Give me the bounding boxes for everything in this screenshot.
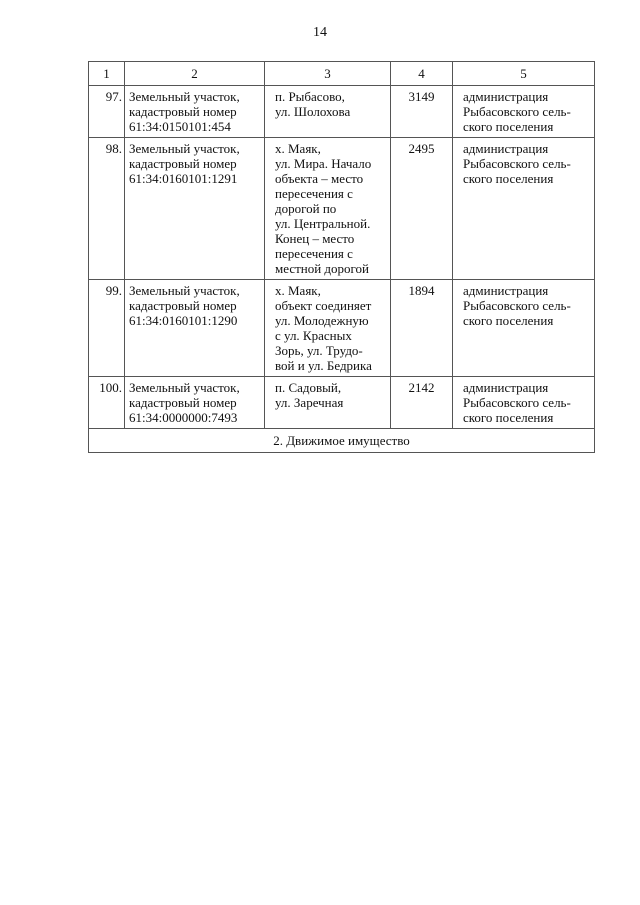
column-header: 4 xyxy=(391,62,453,86)
object-owner: администрация Рыбасовского сель- ского поселения xyxy=(453,138,595,280)
column-header: 1 xyxy=(89,62,125,86)
table-header-row xyxy=(89,62,595,86)
object-name: Земельный участок, кадастровый номер 61:34:0150101:454 xyxy=(125,86,265,138)
object-area: 2495 xyxy=(391,138,453,280)
object-owner: администрация Рыбасовского сель- ского поселения xyxy=(453,280,595,377)
object-area: 1894 xyxy=(391,280,453,377)
object-location: п. Рыбасово, ул. Шолохова xyxy=(265,86,391,138)
object-owner: администрация Рыбасовского сель- ского поселения xyxy=(453,377,595,429)
column-header: 3 xyxy=(265,62,391,86)
table-row xyxy=(89,377,595,429)
column-header: 2 xyxy=(125,62,265,86)
object-location: х. Маяк, ул. Мира. Начало объекта – место пересечения с дорогой по ул. Центральной. Конец – место пересечения с местной дорогой xyxy=(265,138,391,280)
object-area: 3149 xyxy=(391,86,453,138)
row-number: 97. xyxy=(89,86,125,138)
section-title-row xyxy=(89,429,595,453)
object-name: Земельный участок, кадастровый номер 61:34:0000000:7493 xyxy=(125,377,265,429)
row-number: 99. xyxy=(89,280,125,377)
object-location: х. Маяк, объект соединяет ул. Молодежную с ул. Красных Зорь, ул. Трудо- вой и ул. Бедрика xyxy=(265,280,391,377)
section-title: 2. Движимое имущество xyxy=(89,429,595,453)
object-name: Земельный участок, кадастровый номер 61:34:0160101:1290 xyxy=(125,280,265,377)
table-row xyxy=(89,138,595,280)
object-owner: администрация Рыбасовского сель- ского поселения xyxy=(453,86,595,138)
object-area: 2142 xyxy=(391,377,453,429)
page-number: 14 xyxy=(313,25,327,40)
row-number: 100. xyxy=(89,377,125,429)
property-registry-table xyxy=(88,61,595,453)
table-row xyxy=(89,280,595,377)
table-row xyxy=(89,86,595,138)
row-number: 98. xyxy=(89,138,125,280)
column-header: 5 xyxy=(453,62,595,86)
object-name: Земельный участок, кадастровый номер 61:34:0160101:1291 xyxy=(125,138,265,280)
object-location: п. Садовый, ул. Заречная xyxy=(265,377,391,429)
